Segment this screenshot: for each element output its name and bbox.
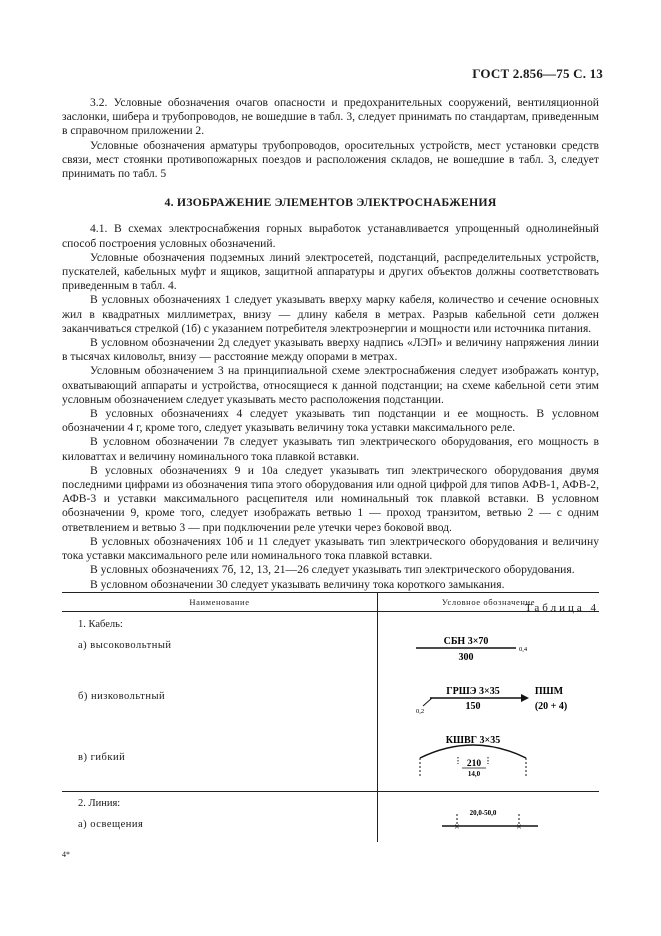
row-group-cable: 1. Кабель: xyxy=(78,619,123,630)
col-header-name: Наименование xyxy=(189,597,250,607)
row-cable-hv: а) высоковольтный xyxy=(78,640,172,651)
paragraph: Условные обозначения подземных линий электросетей, подстанций, распределительных устройств, пускателей, кабельных муфт и ящиков, защитной аппаратуры и других объектов должны соответствовать приведенным в табл. 4. xyxy=(62,250,599,293)
paragraph: В условных обозначениях 9 и 10а следует указывать тип электрического оборудования двумя последними цифрами из обозначения типа этого оборудования или одной цифрой для типов АФВ-1, АФВ-2, АФВ-3 и уставки максимального расцепителя или номинальный ток плавкой вставки. В условном обозначении 9, кроме того, следует изображать ветвью 1 — проход транзитом, ветвью 2 — с одним ответвлением и ветвью 3 — при подключении реле утечки через боковой ввод. xyxy=(62,463,599,534)
paragraph: 4.1. В схемах электроснабжения горных выработок устанавливается упрощенный однолинейный способ построения условных обозначений. xyxy=(62,222,599,250)
table-caption: Таблица 4 xyxy=(524,601,599,614)
lv-top-label: ГРШЭ 3×35 xyxy=(446,686,500,697)
flex-bottom-label: 210 xyxy=(466,759,482,769)
flex-cable-arc xyxy=(420,745,526,758)
paragraph: В условном обозначении 2д следует указывать вверху надпись «ЛЭП» и величину напряжения линии в тысячах киловольт, внизу — расстояние между опорами в метрах. xyxy=(62,336,599,364)
lv-power-label: (20 + 4) xyxy=(534,701,568,712)
paragraph-3-2-cont: Условные обозначения арматуры трубопроводов, оросительных устройств, мест установки средств связи, мест стоянки противопожарных поездов и расположения складов, не вошедшие в табл. 3, следует принимать по табл. 5 xyxy=(62,138,599,181)
lv-cable-symbol xyxy=(416,686,567,715)
footer-mark: 4* xyxy=(62,850,70,859)
hv-top-label: СБН 3×70 xyxy=(443,636,489,647)
body-text xyxy=(62,96,599,615)
arrow-icon xyxy=(521,694,529,702)
row-line-light: а) освещения xyxy=(78,819,144,830)
flex-length-label: 14,0 xyxy=(467,770,481,778)
flex-top-label: КШВГ 3×35 xyxy=(445,735,501,746)
lv-tick-line xyxy=(423,698,432,706)
paragraph: В условном обозначении 7в следует указывать тип электрического оборудования, его мощность в киловаттах и величину номинального тока плавкой вставки. xyxy=(62,435,599,463)
hv-bottom-label: 300 xyxy=(458,652,474,663)
table-4 xyxy=(62,592,599,842)
col-header-symbol: Условное обозначение xyxy=(441,597,536,607)
paragraph: В условных обозначениях 7б, 12, 13, 21—26 следует указывать тип электрического оборудования. xyxy=(90,563,575,577)
section-title: 4. ИЗОБРАЖЕНИЕ ЭЛЕМЕНТОВ ЭЛЕКТРОСНАБЖЕНИЯ xyxy=(164,195,497,210)
paragraph: В условных обозначениях 4 следует указывать тип подстанции и ее мощность. В условном обозначении 4 г, кроме того, следует указывать величину тока уставки максимального реле. xyxy=(62,407,599,435)
row-group-line: 2. Линия: xyxy=(78,798,121,809)
lamp-icon: × xyxy=(516,822,522,833)
paragraph: В условных обозначениях 10б и 11 следует указывать тип электрического оборудования и величину тока уставки максимального реле или номинального тока плавкой вставки. xyxy=(62,534,599,563)
light-line-symbol xyxy=(442,809,538,833)
row-cable-lv: б) низковольтный xyxy=(78,691,166,702)
light-top-label: 20,0-50,0 xyxy=(469,809,497,817)
hv-cable-symbol xyxy=(416,636,528,663)
row-cable-flex: в) гибкий xyxy=(78,752,126,763)
page-header: ГОСТ 2.856—75 С. 13 xyxy=(472,66,603,81)
paragraph: Условным обозначением 3 на принципиальной схеме электроснабжения следует изображать контур, охватывающий аппараты и устройства, относящиеся к данной подстанции; на схеме кабельной сети этим условным обозначением следует указывать место расположения подстанции. xyxy=(62,364,599,406)
lv-bottom-label: 150 xyxy=(465,701,481,712)
lamp-icon: × xyxy=(454,822,460,833)
lv-consumer-label: ПШМ xyxy=(534,686,564,697)
paragraph: В условных обозначениях 1 следует указывать вверху марку кабеля, количество и сечение основных жил в квадратных миллиметрах, внизу — длину кабеля в метрах. Разрыв кабельной сети должен заканчиваться стрелкой (1б) с указанием потребителя электроэнергии и мощности или источника питания. xyxy=(62,293,599,335)
symbols-column xyxy=(378,592,599,842)
hv-side-label: 0,4 xyxy=(519,646,528,653)
lv-left-label: 0,2 xyxy=(416,708,425,715)
flex-cable-symbol xyxy=(420,735,526,778)
paragraph-3-2: 3.2. Условные обозначения очагов опасности и предохранительных сооружений, вентиляционной заслонки, шибера и трубопроводов, не вошедшие в табл. 3, следует принимать по стандартам, приведенным в справочном приложении 2. xyxy=(62,96,599,138)
paragraph: В условном обозначении 30 следует указывать величину тока короткого замыкания. xyxy=(90,577,505,591)
